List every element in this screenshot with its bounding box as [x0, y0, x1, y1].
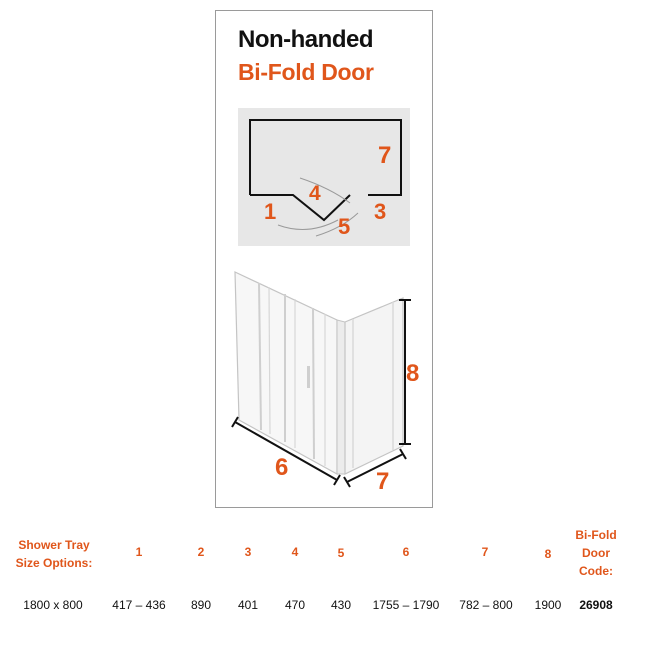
header-door-code	[566, 526, 626, 580]
header-col-5: 5	[337, 546, 345, 560]
plan-label-5: 5	[338, 214, 351, 239]
header-col-7: 7	[481, 545, 489, 559]
elevation-label-8: 8	[406, 360, 420, 387]
elevation-label-7: 7	[376, 468, 390, 495]
header-col-2: 2	[197, 545, 205, 559]
plan-label-4: 4	[309, 182, 321, 205]
plan-label-1: 1	[264, 199, 277, 224]
header-size-line-2: Size Options:	[15, 556, 93, 570]
plan-label-7: 7	[378, 142, 392, 169]
plan-label-3: 3	[374, 199, 387, 224]
header-size-options	[8, 536, 100, 572]
header-col-6: 6	[402, 545, 410, 559]
plan-diagram	[238, 108, 410, 246]
cell-col-4: 470	[284, 598, 306, 612]
cell-col-7: 782 – 800	[459, 598, 513, 612]
cell-size: 1800 x 800	[23, 598, 83, 612]
cell-col-5: 430	[330, 598, 352, 612]
product-title: Non-handed	[238, 26, 373, 53]
cell-col-3: 401	[237, 598, 259, 612]
cell-door-code: 26908	[579, 598, 613, 612]
header-col-1: 1	[135, 545, 143, 559]
header-col-4: 4	[291, 545, 299, 559]
cell-col-8: 1900	[534, 598, 562, 612]
header-code-line-1: Bi-Fold	[575, 528, 617, 542]
product-subtitle: Bi-Fold Door	[238, 59, 374, 85]
header-size-line-1: Shower Tray	[18, 538, 90, 552]
header-col-8: 8	[544, 547, 552, 561]
header-col-3: 3	[244, 545, 252, 559]
cell-col-6: 1755 – 1790	[372, 598, 440, 612]
header-code-line-3: Code:	[579, 564, 613, 578]
header-code-line-2: Door	[582, 546, 610, 560]
enclosure-elevation-drawing	[225, 268, 425, 498]
cell-col-2: 890	[190, 598, 212, 612]
elevation-label-6: 6	[275, 454, 289, 481]
cell-col-1: 417 – 436	[112, 598, 166, 612]
